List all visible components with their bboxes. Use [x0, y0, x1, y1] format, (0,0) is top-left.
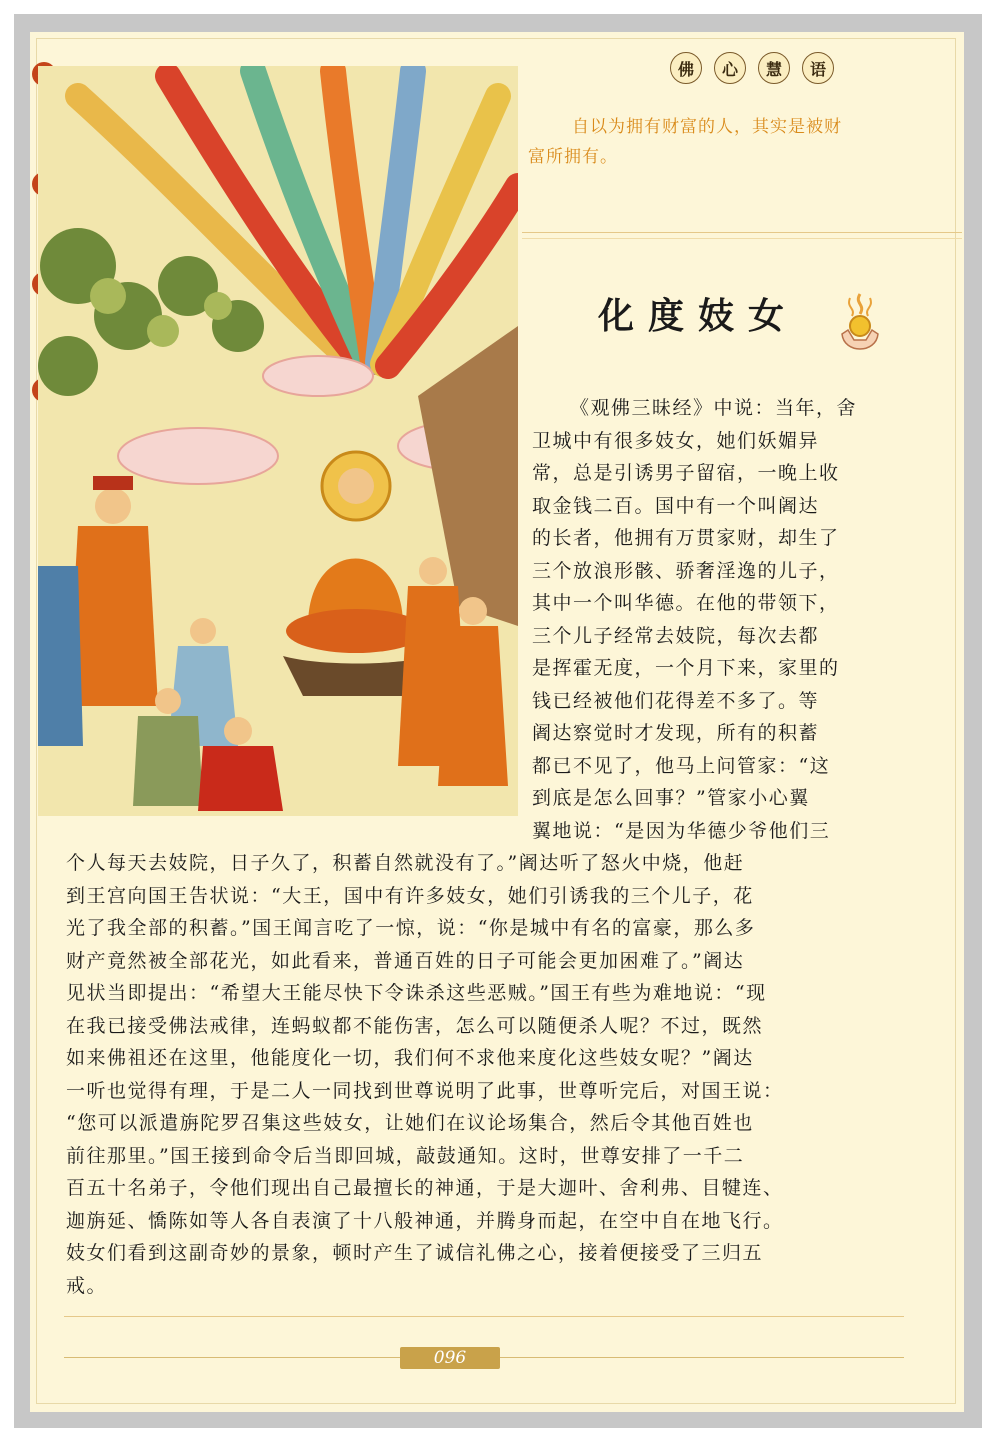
- wisdom-header-char: 佛: [670, 52, 702, 84]
- text-line: 光了我全部的积蓄。”国王闻言吃了一惊，说：“你是城中有名的富豪，那么多: [66, 917, 756, 939]
- text-line: 如来佛祖还在这里，他能度化一切，我们何不求他来度化这些妓女呢？”阇达: [66, 1047, 754, 1069]
- text-line: 都已不见了，他马上问管家：“这: [532, 754, 831, 777]
- text-line: 妓女们看到这副奇妙的景象，顿时产生了诚信礼佛之心，接着便接受了三归五: [66, 1242, 764, 1264]
- text-line: 在我已接受佛法戒律，连蚂蚁都不能伤害，怎么可以随便杀人呢？不过，既然: [66, 1014, 764, 1037]
- text-line: 钱已经被他们花得差不多了。等: [532, 689, 820, 712]
- text-line: 到王宫向国王告状说：“大王，国中有许多妓女，她们引诱我的三个儿子，花: [66, 884, 754, 907]
- text-line: 常，总是引诱男子留宿，一晚上收: [532, 462, 840, 484]
- lotus-hand-icon: [832, 290, 888, 360]
- illustration-svg: [38, 66, 518, 816]
- wisdom-header-char: 慧: [758, 52, 790, 84]
- text-line: 翼地说：“是因为华德少爷他们三: [532, 819, 831, 842]
- wisdom-header-char: 语: [802, 52, 834, 84]
- text-line: 一听也觉得有理，于是二人一同找到世尊说明了此事，世尊听完后，对国王说：: [66, 1079, 784, 1102]
- article-title: 化度妓女: [598, 295, 799, 337]
- text-line: 是挥霍无度，一个月下来，家里的: [532, 657, 840, 679]
- text-line: 个人每天去妓院，日子久了，积蓄自然就没有了。”阇达听了怒火中烧，他赶: [66, 852, 745, 874]
- wisdom-header-char: 心: [714, 52, 746, 84]
- bottom-rule: [64, 1316, 904, 1317]
- text-line: 前往那里。”国王接到命令后当即回城，敲鼓通知。这时，世尊安排了一千二: [66, 1144, 745, 1167]
- wisdom-header: [670, 52, 834, 84]
- page-number: 096: [400, 1347, 500, 1369]
- buddha-illustration: [38, 66, 518, 816]
- text-line: 卫城中有很多妓女，她们妖媚异: [532, 429, 820, 452]
- article-body-bottom: [66, 847, 866, 1302]
- article-body-top: [532, 392, 862, 847]
- text-line: 三个儿子经常去妓院，每次去都: [532, 624, 820, 647]
- divider: [522, 238, 962, 239]
- wisdom-quote: 自以为拥有财富的人，其实是被财富所拥有。: [528, 117, 842, 167]
- divider: [522, 232, 962, 233]
- text-line: 的长者，他拥有万贯家财，却生了: [532, 527, 840, 549]
- text-line: 阇达察觉时才发现，所有的积蓄: [532, 722, 820, 744]
- text-line: 《观佛三昧经》中说：当年，舍: [570, 397, 858, 419]
- text-line: 财产竟然被全部花光，如此看来，普通百姓的日子可能会更加困难了。”阇达: [66, 949, 745, 972]
- text-line: 到底是怎么回事？”管家小心翼: [532, 787, 810, 809]
- text-line: “您可以派遣旃陀罗召集这些妓女，让她们在议论场集合，然后令其他百姓也: [66, 1112, 754, 1134]
- text-line: 取金钱二百。国中有一个叫阇达: [532, 494, 820, 517]
- text-line: 迦旃延、憍陈如等人各自表演了十八般神通，并腾身而起，在空中自在地飞行。: [66, 1209, 784, 1232]
- text-line: 百五十名弟子，令他们现出自己最擅长的神通，于是大迦叶、舍利弗、目犍连、: [66, 1177, 784, 1199]
- text-line: 三个放浪形骸、骄奢淫逸的儿子，: [532, 559, 840, 582]
- text-line: 其中一个叫华德。在他的带领下，: [532, 592, 840, 614]
- text-line: 见状当即提出：“希望大王能尽快下令诛杀这些恶贼。”国王有些为难地说：“现: [66, 982, 767, 1004]
- text-line: 戒。: [66, 1274, 108, 1297]
